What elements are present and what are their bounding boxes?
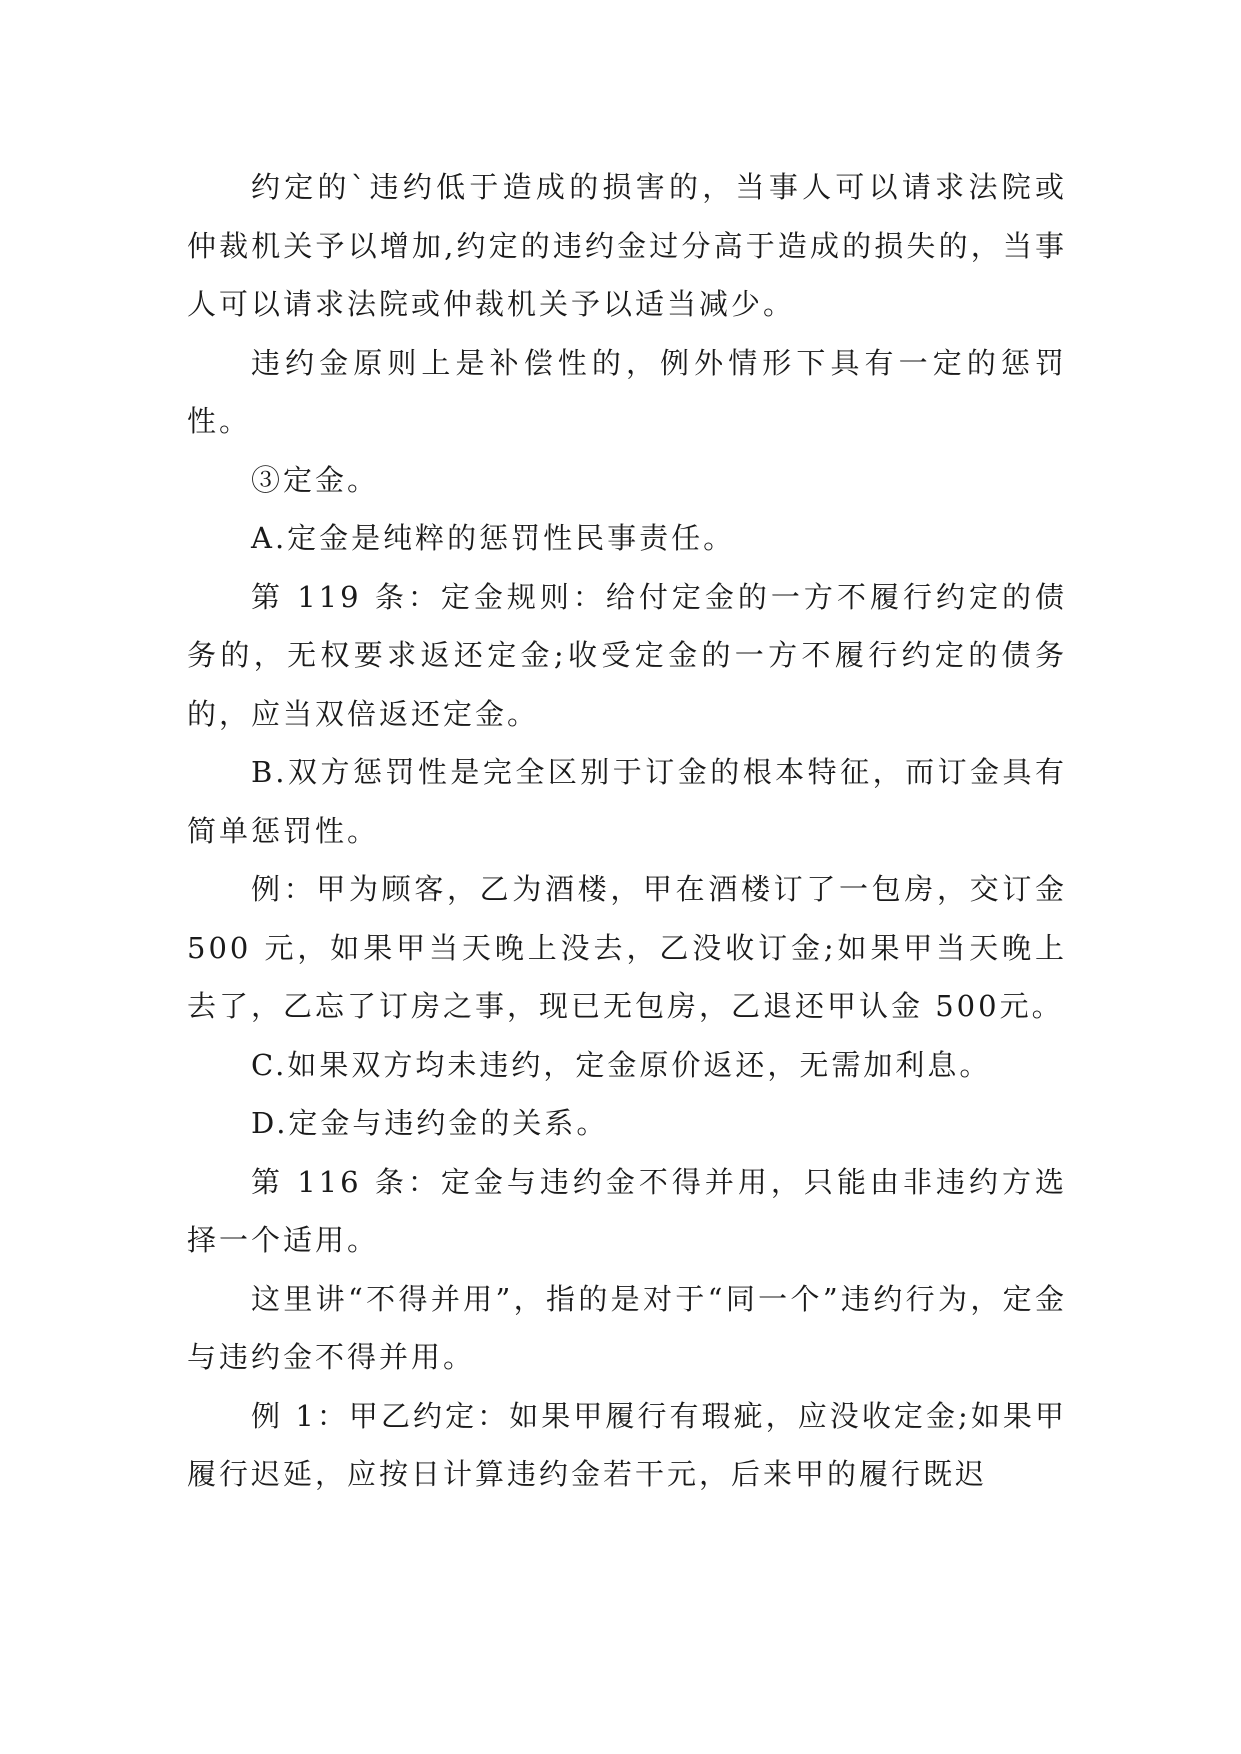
paragraph-not-concurrent: 这里讲“不得并用”，指的是对于“同一个”违约行为，定金与违约金不得并用。	[187, 1281, 1067, 1374]
paragraph-example-restaurant: 例：甲为顾客，乙为酒楼，甲在酒楼订了一包房，交订金 500 元，如果甲当天晚上没去，乙没收订金;如果甲当天晚上去了，乙忘了订房之事，现已无包房，乙退还甲认金 500元。	[187, 872, 1080, 1023]
paragraph-deposit-d: D.定金与违约金的关系。	[251, 1106, 609, 1140]
paragraph-penalty-nature: 违约金原则上是补偿性的，例外情形下具有一定的惩罚性。	[187, 345, 1067, 438]
paragraph-example-1: 例 1：甲乙约定：如果甲履行有瑕疵，应没收定金;如果甲履行迟延，应按日计算违约金若干元，后来甲的履行既迟	[187, 1398, 1067, 1491]
paragraph-article-119: 第 119 条：定金规则：给付定金的一方不履行约定的债务的，无权要求返还定金;收受定金的一方不履行约定的债务的，应当双倍返还定金。	[187, 579, 1067, 731]
paragraph-deposit-c: C.如果双方均未违约，定金原价返还，无需加利息。	[251, 1047, 992, 1082]
paragraph-penalty-adjustment: 约定的`违约低于造成的损害的，当事人可以请求法院或仲裁机关予以增加,约定的违约金过分高于造成的损失的，当事人可以请求法院或仲裁机关予以适当减少。	[187, 170, 1067, 321]
paragraph-deposit-a: A.定金是纯粹的惩罚性民事责任。	[251, 521, 736, 555]
paragraph-deposit-heading: ③定金。	[251, 462, 380, 497]
document-body	[187, 158, 1080, 1504]
paragraph-article-116: 第 116 条：定金与违约金不得并用，只能由非违约方选择一个适用。	[187, 1164, 1067, 1257]
paragraph-deposit-b: B.双方惩罚性是完全区别于订金的根本特征，而订金具有简单惩罚性。	[187, 755, 1067, 848]
